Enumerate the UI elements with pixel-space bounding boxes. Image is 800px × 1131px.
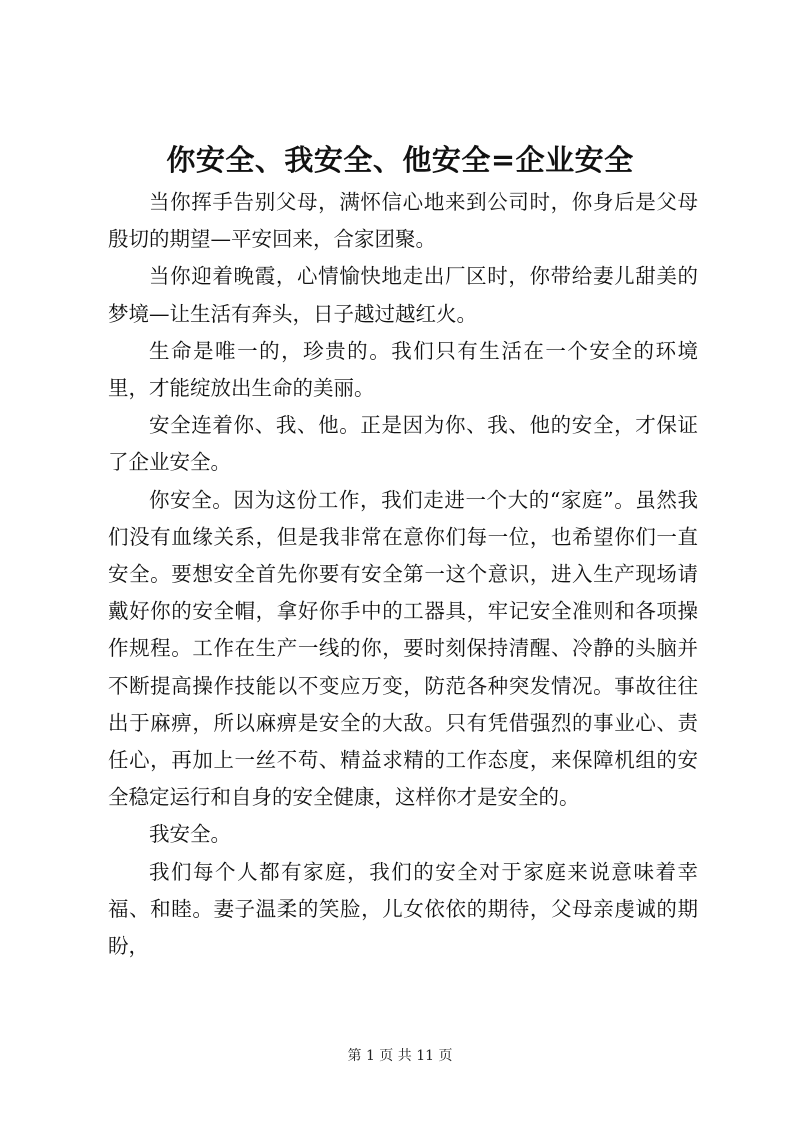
document-body xyxy=(108,184,698,965)
paragraph: 生命是唯一的，珍贵的。我们只有生活在一个安全的环境里，才能绽放出生命的美丽。 xyxy=(108,338,698,401)
paragraph: 我们每个人都有家庭，我们的安全对于家庭来说意味着幸福、和睦。妻子温柔的笑脸，儿女依依的期待，父母亲虔诚的期盼， xyxy=(108,859,698,959)
paragraph: 当你挥手告别父母，满怀信心地来到公司时，你身后是父母殷切的期望—平安回来，合家团聚。 xyxy=(108,190,698,252)
paragraph: 安全连着你、我、他。正是因为你、我、他的安全，才保证了企业安全。 xyxy=(108,413,698,475)
paragraph: 当你迎着晚霞，心情愉快地走出厂区时，你带给妻儿甜美的梦境—让生活有奔头，日子越过越红火。 xyxy=(108,264,698,326)
paragraph: 我安全。 xyxy=(149,822,231,847)
page-footer: 第 1 页 共 11 页 xyxy=(347,1048,453,1064)
paragraph: 你安全。因为这份工作，我们走进一个大的“家庭”。虽然我们没有血缘关系，但是我非常在意你们每一位，也希望你们一直安全。要想安全首先你要有安全第一这个意识，进入生产现场请戴好你的安全帽，拿好你手中的工器具，牢记安全准则和各项操作规程。工作在生产一线的你，要时刻保持清醒、冷静的头脑并不断提高操作技能以不变应万变，防范各种突发情况。事故往往出于麻痹，所以麻痹是安全的大敌。只有凭借强烈的事业心、责任心，再加上一丝不苟、精益求精的工作态度，来保障机组的安全稳定运行和自身的安全健康，这样你才是安全的。 xyxy=(108,487,698,810)
page-title: 你安全、我安全、他安全=企业安全 xyxy=(166,143,634,177)
